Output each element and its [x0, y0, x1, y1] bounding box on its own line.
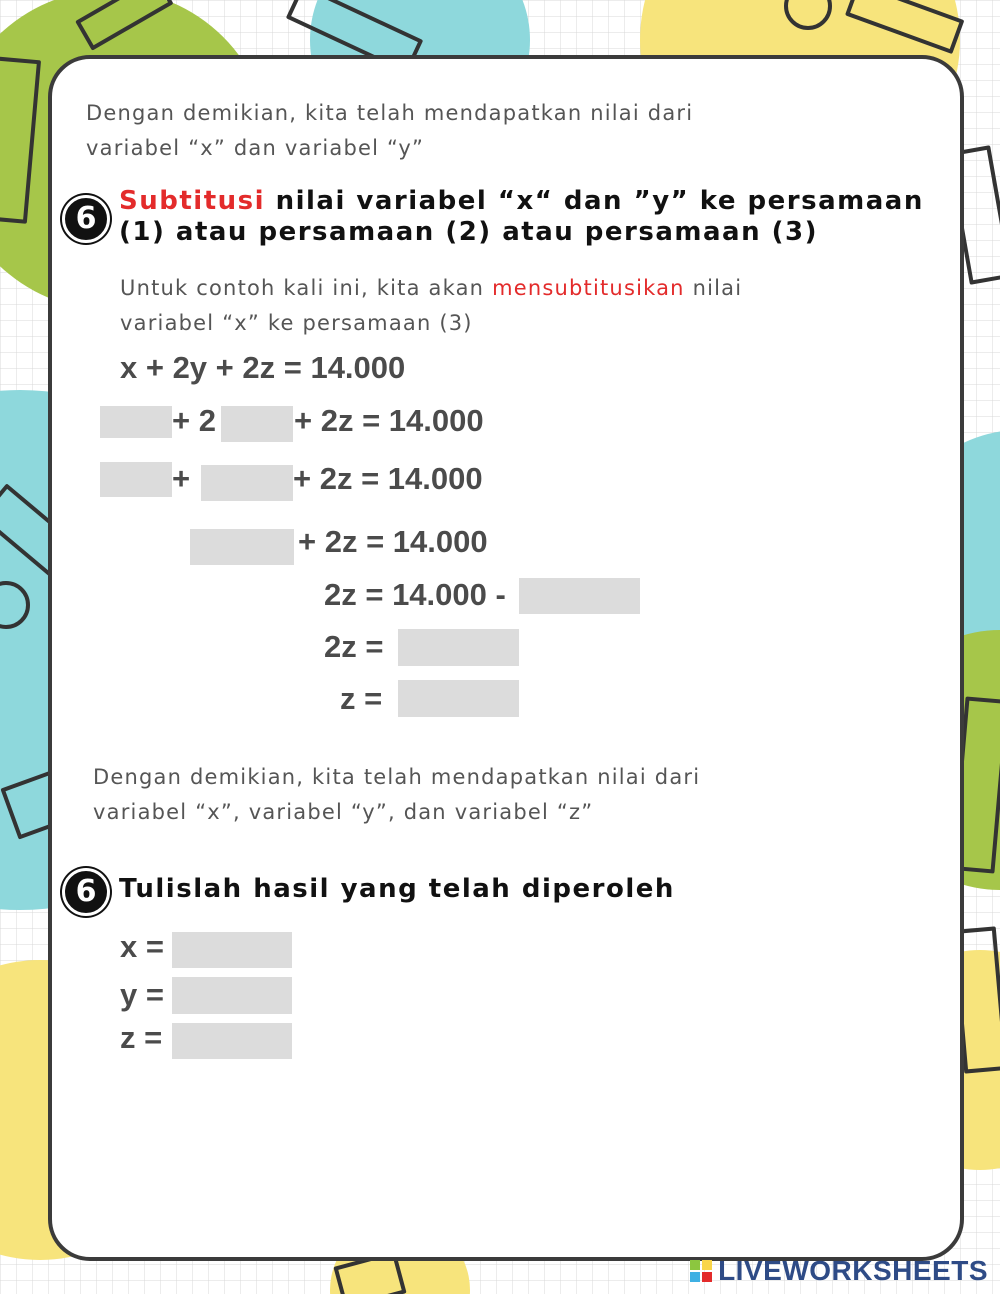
answer-box-2y[interactable] — [201, 465, 293, 501]
result-z-box[interactable] — [172, 1023, 292, 1059]
step-6-heading-line-2: (1) atau persamaan (2) atau persamaan (3) — [119, 217, 818, 247]
equation-row-2-tail: + 2z = 14.000 — [294, 403, 484, 438]
answer-box-z[interactable] — [398, 680, 519, 717]
result-y-label: y = — [120, 977, 164, 1012]
equation-row-7: z = — [340, 681, 383, 716]
intro-line-2: variabel “x” dan variabel “y” — [86, 136, 425, 160]
step-6-description-line-2: variabel “x” ke persamaan (3) — [120, 311, 473, 335]
conclusion-line-1: Dengan demikian, kita telah mendapatkan nilai dari — [93, 765, 701, 789]
desc-highlight: mensubtitusikan — [492, 276, 685, 300]
logo-grid-icon — [690, 1260, 712, 1282]
step-7-badge: 6 — [62, 868, 110, 916]
equation-row-2-mid: + 2 — [172, 403, 216, 438]
equation-row-5: 2z = 14.000 - — [324, 577, 506, 612]
answer-box-sum[interactable] — [190, 529, 294, 565]
conclusion-line-2: variabel “x”, variabel “y”, dan variabel “z” — [93, 800, 594, 824]
intro-line-1: Dengan demikian, kita telah mendapatkan nilai dari — [86, 101, 694, 125]
result-y-box[interactable] — [172, 977, 292, 1014]
equation-row-6: 2z = — [324, 629, 384, 664]
result-z-label: z = — [120, 1020, 163, 1055]
equation-row-3-tail: + 2z = 14.000 — [293, 461, 483, 496]
desc-text-1: Untuk contoh kali ini, kita akan — [120, 276, 493, 300]
answer-box-x-2[interactable] — [100, 462, 172, 497]
logo-text: LIVEWORKSHEETS — [718, 1255, 988, 1286]
answer-box-subtract[interactable] — [519, 578, 640, 614]
liveworksheets-logo — [690, 1255, 988, 1287]
heading-highlight: Subtitusi — [119, 186, 266, 216]
answer-box-y-1[interactable] — [221, 406, 293, 442]
answer-box-2z[interactable] — [398, 629, 519, 666]
step-6-badge: 6 — [62, 195, 110, 243]
step-7-heading: Tulislah hasil yang telah diperoleh — [119, 874, 675, 904]
equation-3: x + 2y + 2z = 14.000 — [120, 350, 406, 385]
equation-row-3-mid: + — [172, 461, 191, 496]
answer-box-x-1[interactable] — [100, 406, 172, 438]
step-6-description — [120, 271, 742, 305]
step-6-heading — [119, 186, 924, 217]
equation-row-4-tail: + 2z = 14.000 — [298, 524, 488, 559]
heading-text: nilai variabel “x“ dan ”y” ke persamaan — [265, 186, 924, 216]
result-x-box[interactable] — [172, 932, 292, 968]
desc-text-2: nilai — [684, 276, 743, 300]
result-x-label: x = — [120, 929, 164, 964]
